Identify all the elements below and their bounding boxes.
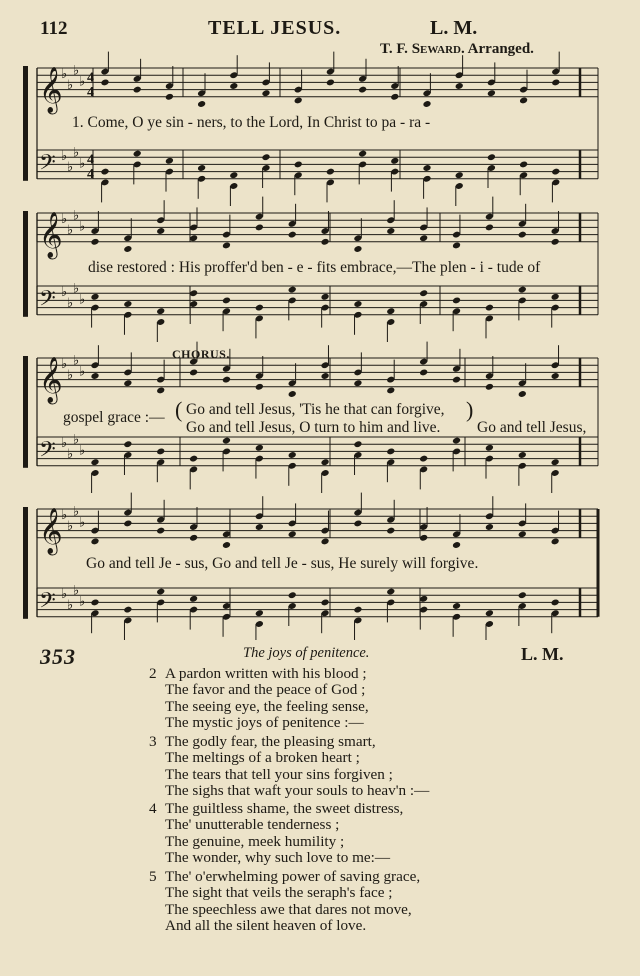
notehead bbox=[222, 541, 231, 549]
notehead bbox=[90, 293, 99, 301]
notehead bbox=[386, 386, 395, 394]
hymn-number: 353 bbox=[40, 644, 76, 669]
flat-icon: ♭ bbox=[73, 63, 80, 79]
flat-icon: ♭ bbox=[79, 292, 86, 308]
flat-icon: ♭ bbox=[79, 443, 86, 459]
notehead bbox=[455, 82, 464, 90]
notehead bbox=[358, 150, 367, 158]
notehead bbox=[90, 458, 99, 466]
flat-icon: ♭ bbox=[67, 447, 74, 462]
notehead bbox=[189, 595, 198, 603]
notehead bbox=[255, 223, 264, 231]
hymn-tune-title: TELL JESUS. bbox=[208, 17, 342, 39]
notehead bbox=[551, 238, 560, 246]
notehead bbox=[452, 296, 461, 304]
flat-icon: ♭ bbox=[73, 504, 80, 520]
notehead bbox=[518, 231, 527, 239]
notehead bbox=[386, 588, 395, 596]
flat-icon: ♭ bbox=[73, 145, 80, 161]
flat-icon: ♭ bbox=[79, 515, 86, 531]
flat-icon: ♭ bbox=[73, 281, 80, 297]
stanza-line: 4 The guiltless shame, the sweet distress, bbox=[149, 800, 404, 817]
stanza-5 bbox=[149, 869, 420, 935]
flat-icon: ♭ bbox=[67, 598, 74, 613]
tune-meter: L. M. bbox=[430, 17, 478, 39]
system-brace bbox=[23, 356, 28, 468]
notehead bbox=[386, 527, 395, 535]
notehead bbox=[156, 588, 165, 596]
notehead bbox=[353, 300, 362, 308]
notehead bbox=[90, 537, 99, 545]
flat-icon: ♭ bbox=[79, 156, 86, 172]
notehead bbox=[353, 440, 362, 448]
notehead bbox=[353, 519, 362, 527]
notehead bbox=[294, 160, 303, 168]
stanza-line: The' unutterable tenderness ; bbox=[165, 816, 340, 834]
treble-clef-icon: 𝄞 bbox=[39, 66, 63, 113]
notehead bbox=[288, 530, 297, 538]
flat-icon: ♭ bbox=[61, 436, 68, 452]
notehead bbox=[90, 598, 99, 606]
notehead bbox=[261, 153, 270, 161]
notehead bbox=[261, 89, 270, 97]
flat-icon: ♭ bbox=[67, 368, 74, 383]
notehead bbox=[123, 379, 132, 387]
notehead bbox=[419, 289, 428, 297]
notehead bbox=[419, 368, 428, 376]
composer-name: Seward. bbox=[411, 41, 465, 57]
notehead bbox=[133, 86, 142, 94]
notehead bbox=[551, 372, 560, 380]
flat-icon: ♭ bbox=[67, 160, 74, 175]
flat-icon: ♭ bbox=[73, 208, 80, 224]
notehead bbox=[189, 368, 198, 376]
notehead bbox=[222, 296, 231, 304]
notehead bbox=[353, 606, 362, 614]
notehead bbox=[321, 372, 330, 380]
notehead bbox=[100, 168, 109, 176]
notehead bbox=[519, 96, 528, 104]
stanza-3 bbox=[149, 734, 429, 800]
time-signature-top: 4 bbox=[87, 152, 94, 168]
notehead bbox=[197, 164, 206, 172]
flat-icon: ♭ bbox=[73, 353, 80, 369]
composer-initials: T. F. bbox=[380, 41, 408, 57]
notehead bbox=[422, 164, 431, 172]
notehead bbox=[452, 602, 461, 610]
flat-icon: ♭ bbox=[79, 219, 86, 235]
notehead bbox=[551, 598, 560, 606]
notehead bbox=[485, 383, 494, 391]
notehead bbox=[123, 300, 132, 308]
notehead bbox=[390, 157, 399, 165]
notehead bbox=[255, 444, 264, 452]
notehead bbox=[390, 93, 399, 101]
stanza-line: And all the silent heaven of love. bbox=[165, 917, 367, 935]
flat-icon: ♭ bbox=[61, 285, 68, 301]
notehead bbox=[222, 437, 231, 445]
notehead bbox=[386, 227, 395, 235]
notehead bbox=[294, 96, 303, 104]
notehead bbox=[386, 447, 395, 455]
notehead bbox=[485, 609, 494, 617]
lyric-line-4: Go and tell Je - sus, Go and tell Je - sus, He surely will forgive. bbox=[86, 555, 479, 572]
flat-icon: ♭ bbox=[67, 296, 74, 311]
bass-clef-icon: 𝄢 bbox=[39, 588, 56, 619]
flat-icon: ♭ bbox=[67, 519, 74, 534]
notehead bbox=[452, 437, 461, 445]
notehead bbox=[518, 451, 527, 459]
flat-icon: ♭ bbox=[67, 223, 74, 238]
notehead bbox=[321, 458, 330, 466]
flat-icon: ♭ bbox=[73, 432, 80, 448]
lyric-line-2: dise restored : His proffer'd ben - e - fits embrace,—The plen - i - tude of bbox=[88, 259, 541, 276]
notehead bbox=[353, 245, 362, 253]
notehead bbox=[518, 286, 527, 294]
notehead bbox=[487, 89, 496, 97]
stanza-2 bbox=[149, 666, 369, 732]
notehead bbox=[288, 231, 297, 239]
stanza-line: The sighs that waft your souls to heav'n :— bbox=[165, 782, 430, 800]
lyric-line-1: 1. Come, O ye sin - ners, to the Lord, In Christ to pa - ra - bbox=[72, 114, 431, 131]
stanza-line: The seeing eye, the feeling sense, bbox=[165, 697, 369, 715]
stanza-line: 5 The' o'erwhelming power of saving grace, bbox=[149, 868, 421, 885]
composer-note: Arranged. bbox=[467, 41, 534, 57]
notehead bbox=[229, 82, 238, 90]
chorus-label: CHORUS. bbox=[172, 347, 230, 361]
notehead bbox=[133, 150, 142, 158]
stanza-line: The wonder, why such love to me:— bbox=[165, 849, 391, 867]
notehead bbox=[419, 234, 428, 242]
notehead bbox=[123, 606, 132, 614]
notehead bbox=[255, 523, 264, 531]
notehead bbox=[156, 447, 165, 455]
notehead bbox=[326, 168, 335, 176]
hymn-meter: L. M. bbox=[521, 644, 564, 664]
notehead bbox=[551, 537, 560, 545]
chorus-brace-right: ) bbox=[466, 397, 474, 422]
flat-icon: ♭ bbox=[61, 508, 68, 524]
notehead bbox=[551, 78, 560, 86]
stanza-line: The favor and the peace of God ; bbox=[165, 681, 366, 699]
notehead bbox=[485, 304, 494, 312]
stanza-line: The mystic joys of penitence :— bbox=[165, 714, 364, 732]
notehead bbox=[422, 100, 431, 108]
chorus-brace-left: ( bbox=[175, 397, 183, 422]
notehead bbox=[156, 307, 165, 315]
notehead bbox=[518, 390, 527, 398]
system-brace bbox=[23, 211, 28, 317]
notehead bbox=[518, 530, 527, 538]
notehead bbox=[519, 160, 528, 168]
time-signature-bottom: 4 bbox=[87, 167, 94, 183]
notehead bbox=[165, 93, 174, 101]
notehead bbox=[452, 376, 461, 384]
notehead bbox=[551, 168, 560, 176]
flat-icon: ♭ bbox=[61, 67, 68, 83]
stanza-4 bbox=[149, 801, 403, 867]
notehead bbox=[90, 372, 99, 380]
flat-icon: ♭ bbox=[67, 78, 74, 93]
flat-icon: ♭ bbox=[61, 149, 68, 165]
notehead bbox=[551, 293, 560, 301]
lyric-line-3-end: Go and tell Jesus, bbox=[477, 419, 587, 436]
stanza-line: 3 The godly fear, the pleasing smart, bbox=[149, 733, 376, 750]
treble-clef-icon: 𝄞 bbox=[39, 211, 63, 258]
notehead bbox=[419, 455, 428, 463]
system-brace bbox=[23, 507, 28, 619]
notehead bbox=[197, 100, 206, 108]
notehead bbox=[321, 293, 330, 301]
notehead bbox=[156, 386, 165, 394]
stanza-line: The genuine, meek humility ; bbox=[165, 832, 345, 850]
flat-icon: ♭ bbox=[79, 594, 86, 610]
notehead bbox=[288, 451, 297, 459]
flat-icon: ♭ bbox=[61, 357, 68, 373]
flat-icon: ♭ bbox=[79, 364, 86, 380]
system-brace bbox=[23, 66, 28, 181]
stanza-line: The speechless awe that dares not move, bbox=[165, 900, 412, 918]
lyric-chorus-b: Go and tell Jesus, O turn to him and live. bbox=[186, 419, 441, 436]
notehead bbox=[123, 245, 132, 253]
flat-icon: ♭ bbox=[73, 583, 80, 599]
notehead bbox=[156, 527, 165, 535]
notehead bbox=[255, 383, 264, 391]
stanza-line: The tears that tell your sins forgiven ; bbox=[165, 765, 393, 783]
notehead bbox=[487, 153, 496, 161]
notehead bbox=[485, 444, 494, 452]
bass-clef-icon: 𝄢 bbox=[39, 437, 56, 468]
notehead bbox=[165, 157, 174, 165]
hymn-subtitle: The joys of penitence. bbox=[243, 645, 370, 661]
notehead bbox=[485, 223, 494, 231]
notehead bbox=[229, 171, 238, 179]
notehead bbox=[255, 609, 264, 617]
notehead bbox=[90, 238, 99, 246]
treble-clef-icon: 𝄞 bbox=[39, 507, 63, 554]
notehead bbox=[321, 598, 330, 606]
notehead bbox=[353, 379, 362, 387]
notehead bbox=[123, 440, 132, 448]
page-number: 112 bbox=[40, 18, 68, 39]
stanza-line: 2 A pardon written with his blood ; bbox=[149, 665, 367, 682]
flat-icon: ♭ bbox=[61, 212, 68, 228]
notehead bbox=[288, 390, 297, 398]
notehead bbox=[156, 227, 165, 235]
notehead bbox=[321, 537, 330, 545]
notehead bbox=[189, 534, 198, 542]
time-signature-top: 4 bbox=[87, 70, 94, 86]
notehead bbox=[386, 307, 395, 315]
notehead bbox=[455, 171, 464, 179]
stanza-line: The sight that veils the seraph's face ; bbox=[165, 884, 393, 902]
time-signature-bottom: 4 bbox=[87, 85, 94, 101]
notehead bbox=[452, 541, 461, 549]
notehead bbox=[288, 591, 297, 599]
notehead bbox=[551, 458, 560, 466]
bass-clef-icon: 𝄢 bbox=[39, 150, 56, 181]
notehead bbox=[100, 78, 109, 86]
notehead bbox=[123, 519, 132, 527]
notehead bbox=[358, 86, 367, 94]
lyric-chorus-a: Go and tell Jesus, 'Tis he that can forgive, bbox=[186, 401, 445, 418]
lyric-line-3-start: gospel grace :— bbox=[63, 409, 165, 426]
notehead bbox=[222, 376, 231, 384]
flat-icon: ♭ bbox=[79, 74, 86, 90]
stanza-line: The meltings of a broken heart ; bbox=[165, 749, 360, 767]
notehead bbox=[222, 241, 231, 249]
notehead bbox=[326, 78, 335, 86]
notehead bbox=[255, 304, 264, 312]
notehead bbox=[321, 238, 330, 246]
notehead bbox=[485, 523, 494, 531]
treble-clef-icon: 𝄞 bbox=[39, 356, 63, 403]
notehead bbox=[452, 241, 461, 249]
notehead bbox=[288, 286, 297, 294]
flat-icon: ♭ bbox=[61, 587, 68, 603]
notehead bbox=[189, 455, 198, 463]
notehead bbox=[518, 591, 527, 599]
bass-clef-icon: 𝄢 bbox=[39, 286, 56, 317]
